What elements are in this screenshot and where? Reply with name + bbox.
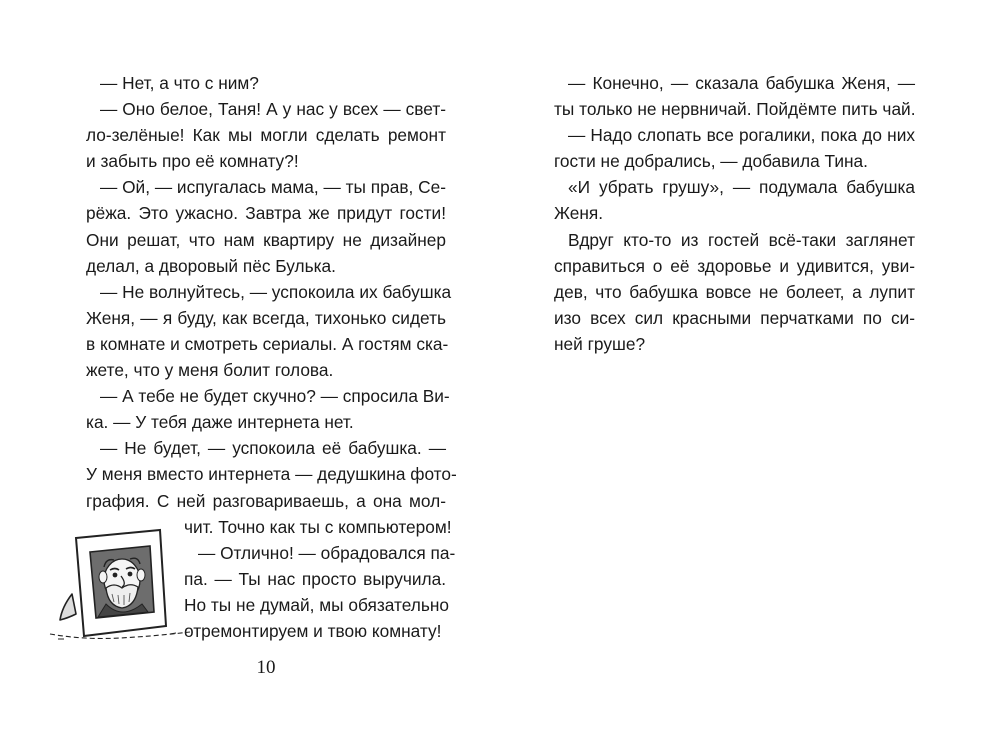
text-line: чит. Точно как ты с компьютером! xyxy=(184,516,452,537)
text-line: жете, что у меня болит голова. xyxy=(86,360,334,381)
text-line: ты только не нервничай. Пойдёмте пить чай. xyxy=(554,99,916,120)
text-line: «И убрать грушу», — подумала бабушка xyxy=(568,177,915,198)
text-line: — Надо слопать все рогалики, пока до них xyxy=(568,125,915,146)
text-line: изо всех сил красными перчатками по си- xyxy=(554,307,915,328)
text-line: Женя. xyxy=(554,203,604,224)
text-line: и забыть про её комнату?! xyxy=(86,151,299,172)
page-number: 10 xyxy=(256,657,276,678)
text-line: рёжа. Это ужасно. Завтра же придут гости! xyxy=(86,203,446,224)
text-line: — Не волнуйтесь, — успокоила их бабушка xyxy=(100,281,452,302)
right-column xyxy=(554,70,915,357)
text-line: ка. — У тебя даже интернета нет. xyxy=(86,412,354,433)
text-line: дев, что бабушка вовсе не болеет, а лупит xyxy=(554,281,915,302)
text-line: в комнате и смотреть сериалы. А гостям ска- xyxy=(86,333,449,354)
text-line: — Конечно, — сказала бабушка Женя, — xyxy=(568,73,915,93)
text-line: графия. С ней разговариваешь, а она мол- xyxy=(86,490,446,511)
text-line: — Ой, — испугалась мама, — ты прав, Се- xyxy=(100,177,446,198)
text-line: отремонтируем и твою комнату! xyxy=(184,620,442,641)
text-line: Они решат, что нам квартиру не дизайнер xyxy=(86,229,446,250)
text-line: справиться о её здоровье и удивится, уви- xyxy=(554,255,915,276)
text-line: гости не добрались, — добавила Тина. xyxy=(554,151,868,172)
text-line: — Не будет, — успокоила её бабушка. — xyxy=(100,438,446,459)
grandfather-photo-illustration xyxy=(44,522,194,652)
text-line: — Оно белое, Таня! А у нас у всех — свет- xyxy=(100,99,446,120)
text-line: Но ты не думай, мы обязательно xyxy=(184,594,450,615)
text-line: ло-зелёные! Как мы могли сделать ремонт xyxy=(86,125,446,146)
text-line: делал, а дворовый пёс Булька. xyxy=(86,255,336,276)
text-line: — А тебе не будет скучно? — спросила Ви- xyxy=(100,386,450,407)
text-line: — Нет, а что с ним? xyxy=(100,73,259,93)
text-line: ней груше? xyxy=(554,333,646,354)
text-line: Женя, — я буду, как всегда, тихонько сидеть xyxy=(86,307,446,328)
text-line: Вдруг кто-то из гостей всё-таки заглянет xyxy=(568,229,915,250)
text-line: па. — Ты нас просто выручила. xyxy=(184,568,446,589)
text-line: — Отлично! — обрадовался па- xyxy=(198,542,456,563)
text-line: У меня вместо интернета — дедушкина фото- xyxy=(86,464,457,485)
